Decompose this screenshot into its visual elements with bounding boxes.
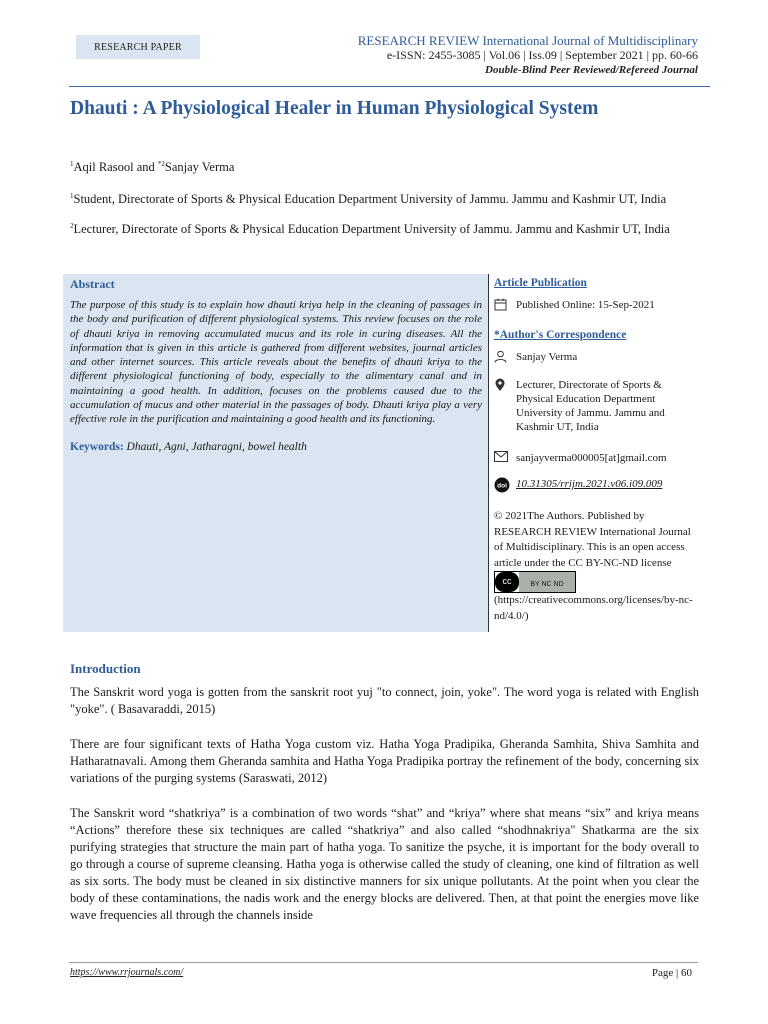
page-number: Page | 60 (651, 967, 692, 979)
aff2-text: Lecturer, Directorate of Sports & Physical Education Department University of Jammu. Jammu and Kashmir UT, India (73, 222, 670, 236)
article-title: Dhauti : A Physiological Healer in Human Physiological System (70, 98, 599, 119)
location-pin-icon (494, 378, 516, 395)
cc-icon: cc (495, 572, 519, 592)
column-divider (488, 274, 489, 632)
published-date: Published Online: 15-Sep-2021 (516, 299, 655, 311)
affiliation-1 (70, 192, 698, 207)
publication-heading: Article Publication (494, 277, 587, 289)
abstract-panel (63, 274, 489, 632)
intro-paragraph-1: The Sanskrit word yoga is gotten from the sanskrit root yuj "to connect, join, yoke". The word yoga is related with English "yoke". ( Basavaraddi, 2015) (70, 685, 699, 716)
keywords-label: Keywords: (70, 440, 124, 453)
journal-issn: e-ISSN: 2455-3085 | Vol.06 | Iss.09 | September 2021 | pp. 60-66 (386, 48, 698, 62)
person-icon (494, 350, 516, 366)
introduction-heading: Introduction (70, 661, 141, 676)
footer-url-link[interactable]: https://www.rrjournals.com/ (70, 967, 184, 978)
journal-info (358, 33, 698, 78)
aff1-text: Student, Directorate of Sports & Physical Education Department University of Jammu. Jammu and Kashmir UT, India (73, 192, 667, 206)
email-link[interactable]: sanjayverma000005[at]gmail.com (516, 452, 667, 464)
doi-row (494, 477, 700, 496)
intro-paragraph-2: There are four significant texts of Hatha Yoga custom viz. Hatha Yoga Pradipika, Gheranda Samhita, Shiva Samhita and Hatharatnavali. Among them Gheranda samhita and Hatha Yoga Pradipika portray the refinement of the body, concerning six variations of the purging systems (Saraswati, 2012) (70, 737, 699, 785)
keywords (70, 441, 482, 453)
license-block (494, 509, 700, 624)
keywords-value: Dhauti, Agni, Jatharagni, bowel health (126, 440, 307, 453)
corr-address-row (494, 378, 700, 434)
email-row (494, 451, 700, 465)
peer-review-note: Double-Blind Peer Reviewed/Refereed Journal (485, 64, 698, 76)
author1-marker: 1 (70, 159, 74, 168)
license-url[interactable]: (https://creativecommons.org/licenses/by-nc-nd/4.0/) (494, 594, 693, 622)
corr-address: Lecturer, Directorate of Sports & Physical Education Department University of Jammu. Jammu and Kashmir UT, India (516, 379, 665, 433)
published-row (494, 298, 700, 314)
article-sidebar (494, 276, 700, 624)
header-divider (69, 86, 710, 87)
aff1-marker: 1 (70, 191, 74, 200)
paper-type-badge: RESEARCH PAPER (76, 35, 200, 59)
journal-name: RESEARCH REVIEW International Journal of Multidisciplinary (357, 33, 698, 48)
correspondence-heading: *Author's Correspondence (494, 329, 627, 341)
corr-name-row (494, 350, 700, 366)
intro-paragraph-3: The Sanskrit word “shatkriya” is a combination of two words “shat” and “kriya” where shat means “six” and kriya means “Actions” therefore these six techniques are called “shatkriya” and also called “shodhnakriya" Shatkarma are the six purifying strategies that structure the main part of hatha yoga. To sanitize the psyche, it is important for the body overall to go through a course of supreme cleansing. Hatha yoga is otherwise called the study of cleaning, one kind of filtration as well as six sorts. The body must be cleaned in six distinctive manners for six unique pollutants. At the point when you clear the body of these contaminations, the nadis work and the energy blocks are delivered. Then, at that point the energies move like wave frequencies all through the channels inside (70, 806, 699, 922)
author-line (70, 160, 234, 175)
abstract-heading: Abstract (70, 277, 115, 291)
abstract-text: The purpose of this study is to explain how dhauti kriya help in the cleaning of passages in the body and purification of different physiological systems. This review focuses on the role of dhauti kriya in removing accumulated mucus and its role in curing diseases. All the information that is given in this article is gathered from different websites, journal articles and other internet sources. This article reveals about the benefits of dhauti kriya to the different physiological functioning of body, especially to the alimentary canal and in maintaining a good health. In addition, focuses on the problems caused due to the accumulation of mucus and other material in the passages of body. Dhauti kriya play a very effective role in the purification and maintaining a good health and its functioning. (70, 299, 482, 426)
license-text: © 2021The Authors. Published by RESEARCH REVIEW International Journal of Multidisciplinary. This is an open access article under the CC BY-NC-ND license (494, 510, 691, 569)
cc-terms: BY NC ND (519, 572, 575, 592)
envelope-icon (494, 451, 516, 465)
author2-marker: *2 (157, 159, 165, 168)
author1: Aqil Rasool and (73, 160, 155, 174)
corr-name: Sanjay Verma (516, 351, 578, 363)
footer-divider (69, 962, 698, 963)
aff2-marker: 2 (70, 221, 74, 230)
doi-icon-text: doi (497, 482, 507, 490)
calendar-icon (494, 298, 516, 314)
cc-license-logo[interactable] (494, 571, 576, 593)
affiliation-2 (70, 222, 698, 237)
doi-icon (494, 477, 516, 496)
author2: Sanjay Verma (164, 160, 235, 174)
doi-link[interactable]: 10.31305/rrijm.2021.v06.i09.009 (516, 478, 663, 490)
